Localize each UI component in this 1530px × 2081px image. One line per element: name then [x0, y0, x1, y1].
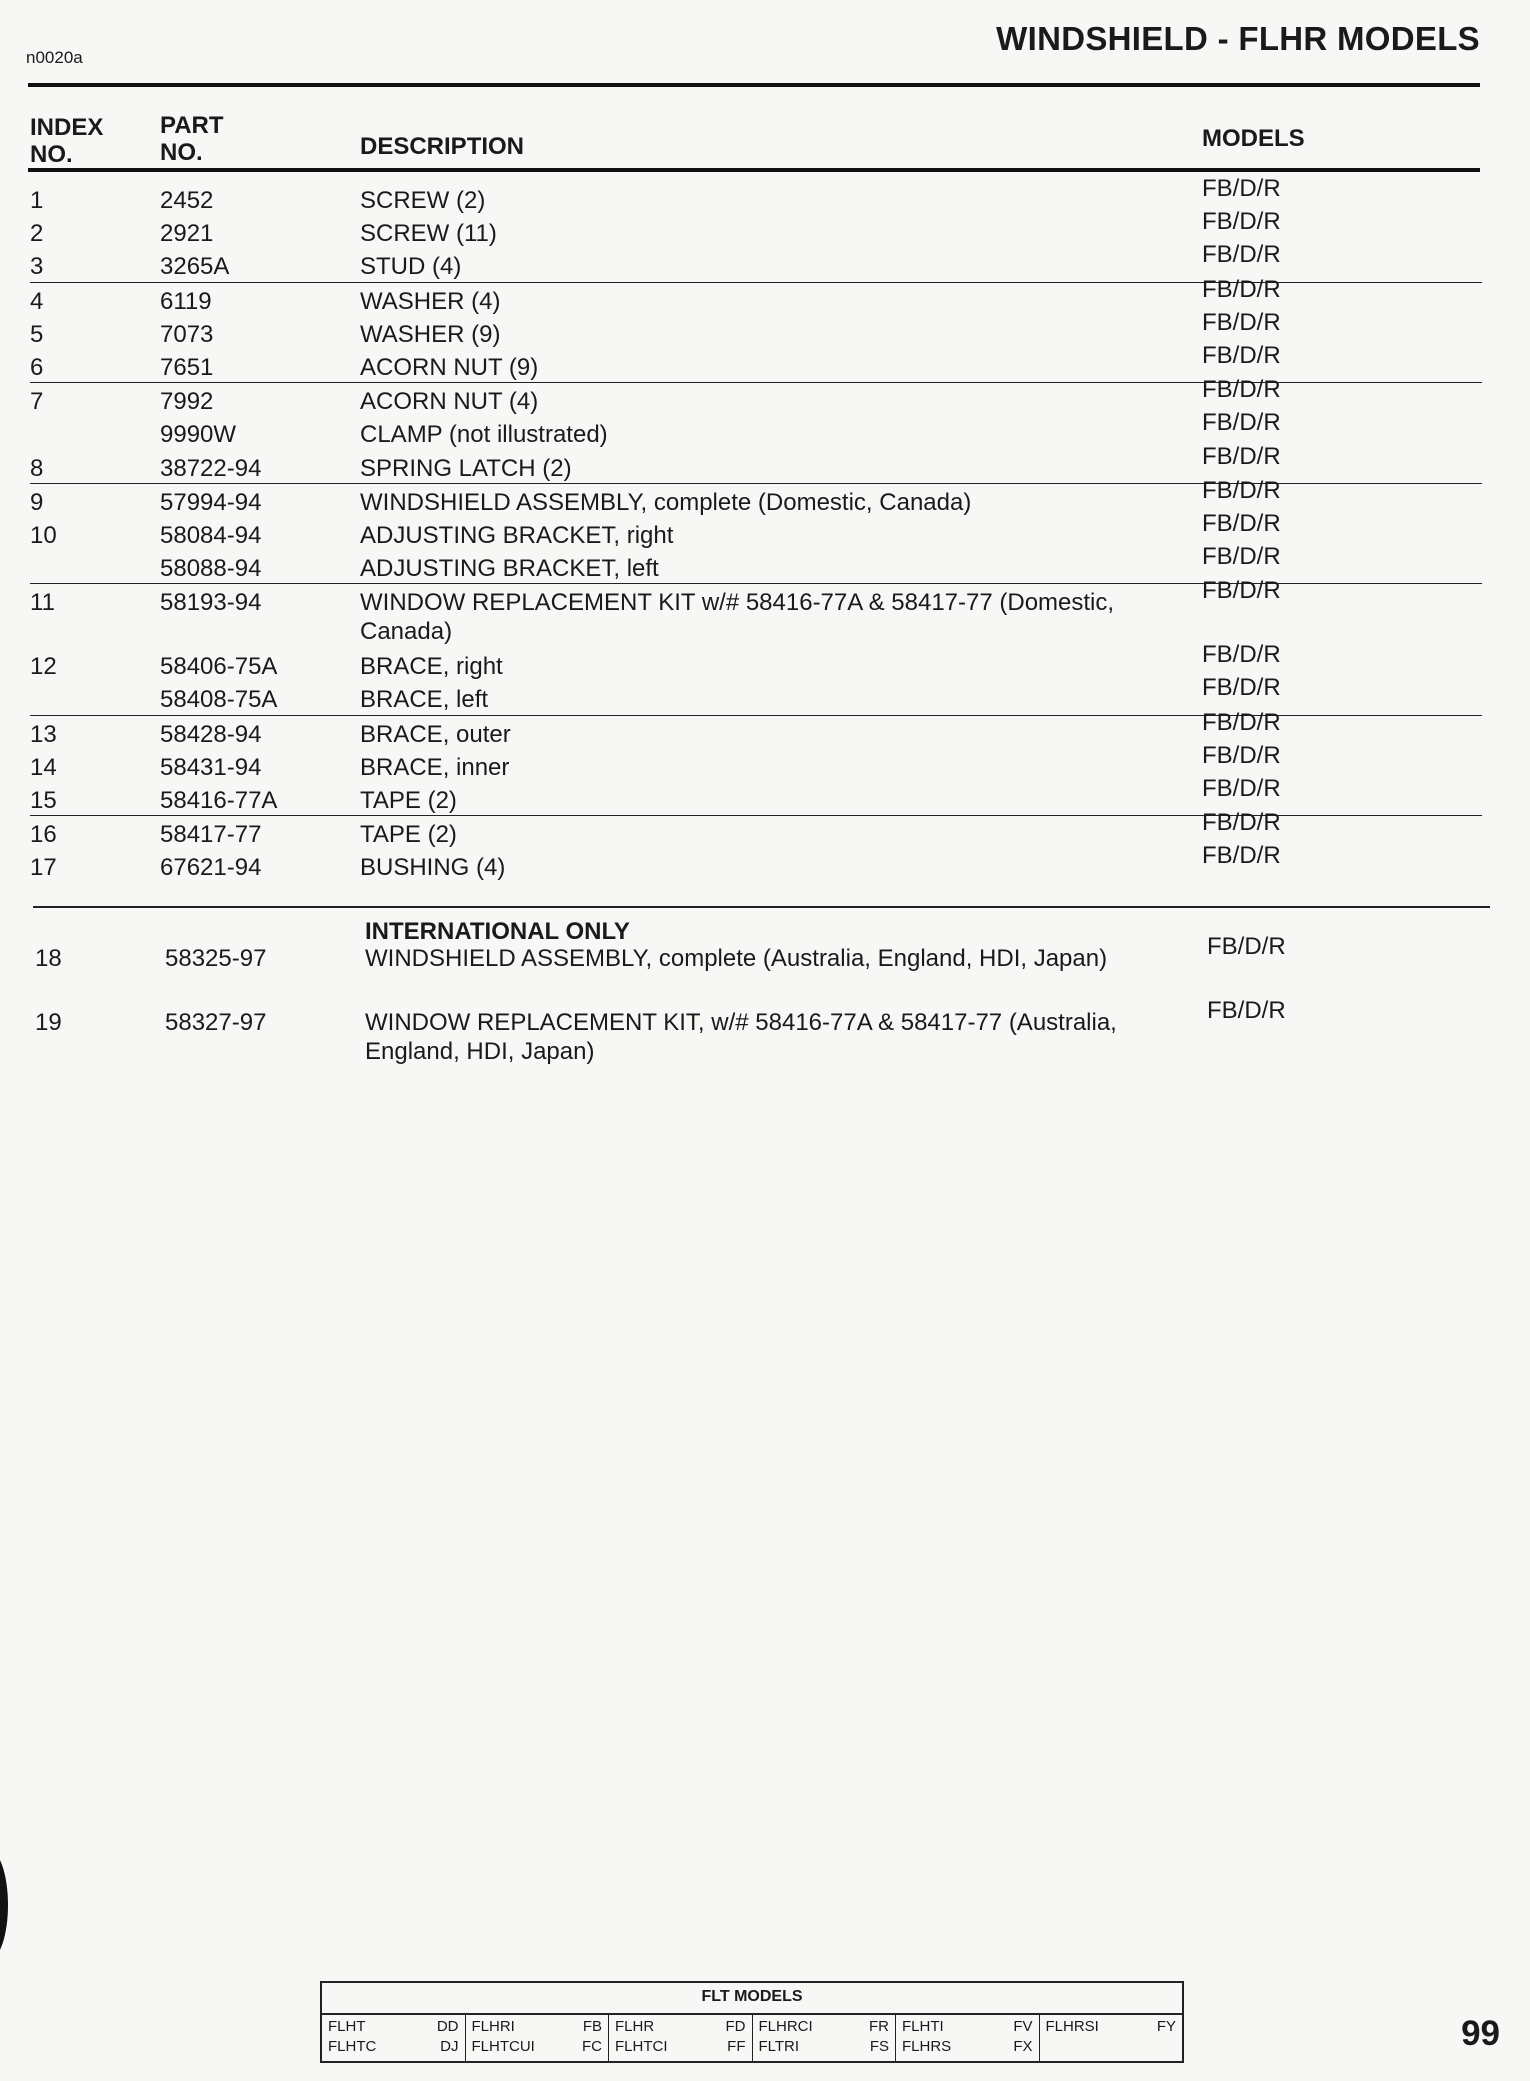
legend-model-code: FS [869, 2038, 889, 2055]
legend-model-name: FLHRSI [1045, 2018, 1099, 2035]
part-number-cell: 7073 [160, 320, 214, 348]
international-parts-table [35, 933, 1487, 1068]
description-cell: TAPE (2) [360, 821, 457, 849]
part-number-cell: 58416-77A [160, 787, 278, 814]
models-cell: FB/D/R [1202, 842, 1281, 870]
table-row [35, 933, 1487, 1004]
index-cell: 19 [35, 1009, 62, 1036]
description-cell: WINDSHIELD ASSEMBLY, complete (Domestic, Canada) [360, 488, 972, 516]
legend-model-code: DD [436, 2018, 459, 2035]
legend-entry [328, 2017, 459, 2037]
legend-model-code: FR [869, 2018, 889, 2035]
header-part-no: PART NO. [160, 112, 224, 166]
legend-model-name: FLTRI [758, 2038, 800, 2055]
description-cell: TAPE (2) [360, 787, 457, 814]
description-cell: BRACE, right [360, 653, 503, 681]
legend-model-name: FLHT [328, 2018, 366, 2035]
index-cell: 16 [30, 821, 57, 849]
part-number-cell: 58088-94 [160, 555, 262, 583]
description-cell: SCREW (2) [360, 187, 486, 214]
part-number-cell: 38722-94 [160, 454, 262, 482]
part-number-cell: 2452 [160, 187, 214, 214]
flt-models-legend [320, 1981, 1184, 2063]
legend-entry [759, 2037, 890, 2057]
part-number-cell: 58408-75A [160, 686, 278, 714]
legend-model-name: FLHTI [902, 2018, 944, 2035]
description-cell: ADJUSTING BRACKET, left [360, 555, 659, 583]
models-cell: FB/D/R [1202, 308, 1281, 336]
part-number-cell: 3265A [160, 253, 230, 281]
legend-title: FLT MODELS [701, 1988, 803, 2005]
description-cell: WASHER (9) [360, 320, 501, 348]
index-cell: 14 [30, 753, 57, 781]
part-number-cell: 58428-94 [160, 720, 262, 748]
models-cell: FB/D/R [1202, 775, 1281, 802]
part-number-cell: 58431-94 [160, 753, 262, 781]
part-number-cell: 58325-97 [165, 945, 267, 972]
header-divider [28, 168, 1480, 172]
part-number-cell: 58084-94 [160, 521, 262, 549]
international-heading: INTERNATIONAL ONLY [365, 918, 630, 945]
legend-model-name: FLHTCI [615, 2038, 668, 2055]
legend-entry [759, 2017, 890, 2037]
legend-model-code: FB [582, 2018, 602, 2035]
index-cell: 17 [30, 854, 57, 882]
index-cell: 6 [30, 353, 44, 381]
models-cell: FB/D/R [1202, 741, 1281, 769]
document-id: n0020a [26, 48, 83, 67]
header-models: MODELS [1202, 125, 1305, 152]
legend-grid [322, 2015, 1182, 2061]
page-number: 99 [1461, 2014, 1500, 2053]
legend-entry [902, 2017, 1033, 2037]
index-cell: 12 [30, 653, 57, 681]
description-cell: ACORN NUT (9) [360, 353, 539, 381]
legend-model-code: FF [727, 2038, 746, 2055]
legend-cell [896, 2015, 1040, 2061]
models-cell: FB/D/R [1202, 476, 1281, 504]
models-cell: FB/D/R [1207, 933, 1286, 960]
index-cell: 1 [30, 187, 44, 214]
models-cell: FB/D/R [1202, 543, 1281, 571]
index-cell: 18 [35, 945, 62, 972]
header-index-no: INDEX NO. [30, 114, 104, 168]
parts-table [30, 175, 1482, 883]
models-cell: FB/D/R [1202, 241, 1281, 269]
models-cell: FB/D/R [1202, 641, 1281, 669]
table-row [30, 842, 1482, 882]
legend-model-code: FX [1013, 2038, 1033, 2055]
models-cell: FB/D/R [1202, 275, 1281, 303]
description-cell: SCREW (11) [360, 220, 497, 248]
legend-cell [753, 2015, 897, 2061]
index-cell: 13 [30, 720, 57, 748]
legend-cell [322, 2015, 466, 2061]
models-cell: FB/D/R [1202, 708, 1281, 736]
table-row [35, 997, 1487, 1068]
legend-model-name: FLHR [615, 2018, 655, 2035]
description-cell: CLAMP (not illustrated) [360, 421, 608, 449]
part-number-cell: 58193-94 [160, 589, 262, 617]
description-cell: ACORN NUT (4) [360, 388, 539, 416]
legend-model-name: FLHTC [328, 2038, 377, 2055]
legend-entry [902, 2037, 1033, 2057]
description-cell: BRACE, inner [360, 753, 510, 781]
models-cell: FB/D/R [1202, 376, 1281, 404]
international-divider [33, 906, 1490, 908]
models-cell: FB/D/R [1207, 997, 1286, 1024]
description-cell: ADJUSTING BRACKET, right [360, 521, 674, 549]
description-cell: BUSHING (4) [360, 854, 506, 882]
legend-entry [615, 2017, 746, 2037]
part-number-cell: 9990W [160, 421, 237, 449]
legend-model-name: FLHRI [471, 2018, 515, 2035]
top-divider [28, 83, 1480, 87]
legend-entry [1046, 2017, 1177, 2037]
part-number-cell: 6119 [160, 287, 212, 315]
description-cell: WINDSHIELD ASSEMBLY, complete (Australia, England, HDI, Japan) [365, 945, 1108, 972]
index-cell: 10 [30, 521, 57, 549]
legend-model-code: FC [582, 2038, 602, 2055]
index-cell: 4 [30, 287, 44, 315]
index-cell: 2 [30, 220, 44, 248]
legend-model-code: FV [1013, 2018, 1033, 2035]
part-number-cell: 7992 [160, 388, 214, 416]
page-title: WINDSHIELD - FLHR MODELS [996, 20, 1480, 57]
part-number-cell: 67621-94 [160, 854, 262, 882]
legend-model-name: FLHTCUI [471, 2038, 535, 2055]
part-number-cell: 58417-77 [160, 821, 262, 849]
models-cell: FB/D/R [1202, 442, 1281, 470]
description-cell: STUD (4) [360, 253, 462, 281]
description-cell: WASHER (4) [360, 287, 501, 315]
part-number-cell: 57994-94 [160, 488, 262, 516]
legend-model-code: FY [1156, 2018, 1176, 2035]
models-cell: FB/D/R [1202, 674, 1281, 702]
models-cell: FB/D/R [1202, 409, 1281, 437]
legend-entry [615, 2037, 746, 2057]
description-cell: WINDOW REPLACEMENT KIT w/# 58416-77A & 58417-77 (Domestic, Canada) [360, 589, 1115, 646]
index-cell: 8 [30, 454, 44, 482]
description-cell: BRACE, left [360, 686, 489, 714]
models-cell: FB/D/R [1202, 341, 1281, 369]
legend-entry [472, 2017, 603, 2037]
legend-cell [466, 2015, 610, 2061]
part-number-cell: 7651 [160, 353, 214, 381]
legend-model-code: FD [725, 2018, 746, 2035]
index-cell: 9 [30, 488, 44, 516]
legend-model-name: FLHRCI [758, 2018, 813, 2035]
models-cell: FB/D/R [1202, 809, 1281, 837]
part-number-cell: 58327-97 [165, 1009, 267, 1036]
models-cell: FB/D/R [1202, 577, 1281, 605]
legend-model-code: DJ [440, 2038, 459, 2055]
table-row [30, 577, 1482, 648]
legend-entry [472, 2037, 603, 2057]
index-cell: 11 [30, 589, 55, 617]
index-cell: 7 [30, 388, 44, 416]
part-number-cell: 2921 [160, 220, 214, 248]
index-cell: 3 [30, 253, 44, 281]
description-cell: BRACE, outer [360, 720, 511, 748]
models-cell: FB/D/R [1202, 208, 1281, 236]
legend-entry [328, 2037, 459, 2057]
description-cell: SPRING LATCH (2) [360, 454, 572, 482]
legend-cell [1040, 2015, 1183, 2061]
index-cell: 15 [30, 787, 57, 814]
header-description: DESCRIPTION [360, 133, 525, 160]
part-number-cell: 58406-75A [160, 653, 278, 681]
models-cell: FB/D/R [1202, 509, 1281, 537]
index-cell: 5 [30, 320, 44, 348]
description-cell: WINDOW REPLACEMENT KIT, w/# 58416-77A & 58417-77 (Australia, England, HDI, Japan) [365, 1009, 1117, 1065]
binder-punch-hole [0, 1850, 8, 1960]
legend-model-name: FLHRS [902, 2038, 952, 2055]
models-cell: FB/D/R [1202, 175, 1281, 202]
legend-cell [609, 2015, 753, 2061]
